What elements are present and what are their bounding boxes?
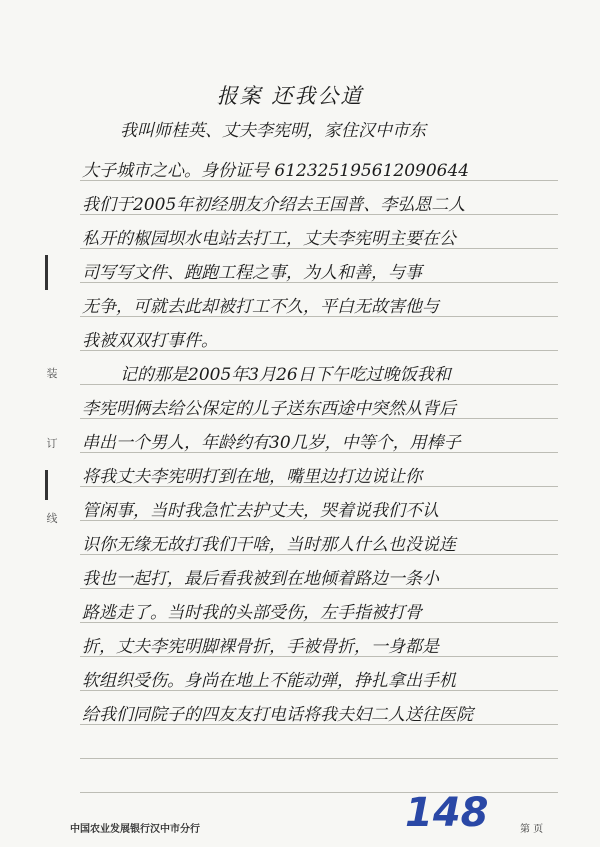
text-line: 大子城市之心。身份证号 612325195612090644: [82, 161, 470, 181]
text-line: 我也一起打，最后看我被到在地倾着路边一条小: [82, 569, 439, 589]
footer-org-name: 中国农业发展银行汉中市分行: [70, 824, 200, 835]
binding-mark: [45, 255, 48, 290]
margin-label-ding: 订: [46, 437, 58, 450]
text-line: 识你无缘无故打我们干啥，当时那人什么也没说连: [82, 535, 456, 555]
margin-label-xian: 线: [46, 512, 58, 525]
margin-label-zhuang: 装: [46, 367, 58, 380]
text-line: 记的那是2005年3月26日下午吃过晚饭我和: [120, 365, 451, 385]
text-line: 管闲事，当时我急忙去护丈夫，哭着说我们不认: [82, 501, 439, 521]
document-title: 报案 还我公道: [216, 84, 364, 108]
text-line: 给我们同院子的四友友打电话将我夫妇二人送往医院: [82, 705, 473, 725]
text-line: 私开的椒园坝水电站去打工，丈夫李宪明主要在公: [82, 229, 456, 249]
text-line: 路逃走了。当时我的头部受伤，左手指被打骨: [82, 603, 422, 623]
text-line: 我们于2005年初经朋友介绍去王国普、李弘恩二人: [82, 195, 466, 215]
text-line: 无争，可就去此却被打工不久，平白无故害他与: [82, 297, 439, 317]
text-line: 我被双双打事件。: [82, 331, 218, 351]
text-line: 司写写文件、跑跑工程之事，为人和善，与事: [82, 263, 422, 283]
text-line: 串出一个男人，年龄约有30几岁，中等个，用棒子: [82, 433, 461, 453]
text-line: 折，丈夫李宪明脚裸骨折，手被骨折，一身都是: [82, 637, 439, 657]
text-line: 李宪明俩去给公保定的儿子送东西途中突然从背后: [82, 399, 456, 419]
text-line: 我叫师桂英、丈夫李宪明，家住汉中市东: [120, 121, 426, 141]
text-line: 软组织受伤。身尚在地上不能动弹，挣扎拿出手机: [82, 671, 456, 691]
handwritten-page-number: 148: [405, 790, 489, 836]
page-label: 第 页: [520, 824, 544, 835]
ruled-line: [80, 758, 558, 759]
binding-mark: [45, 470, 48, 500]
text-line: 将我丈夫李宪明打到在地，嘴里边打边说让你: [82, 467, 422, 487]
